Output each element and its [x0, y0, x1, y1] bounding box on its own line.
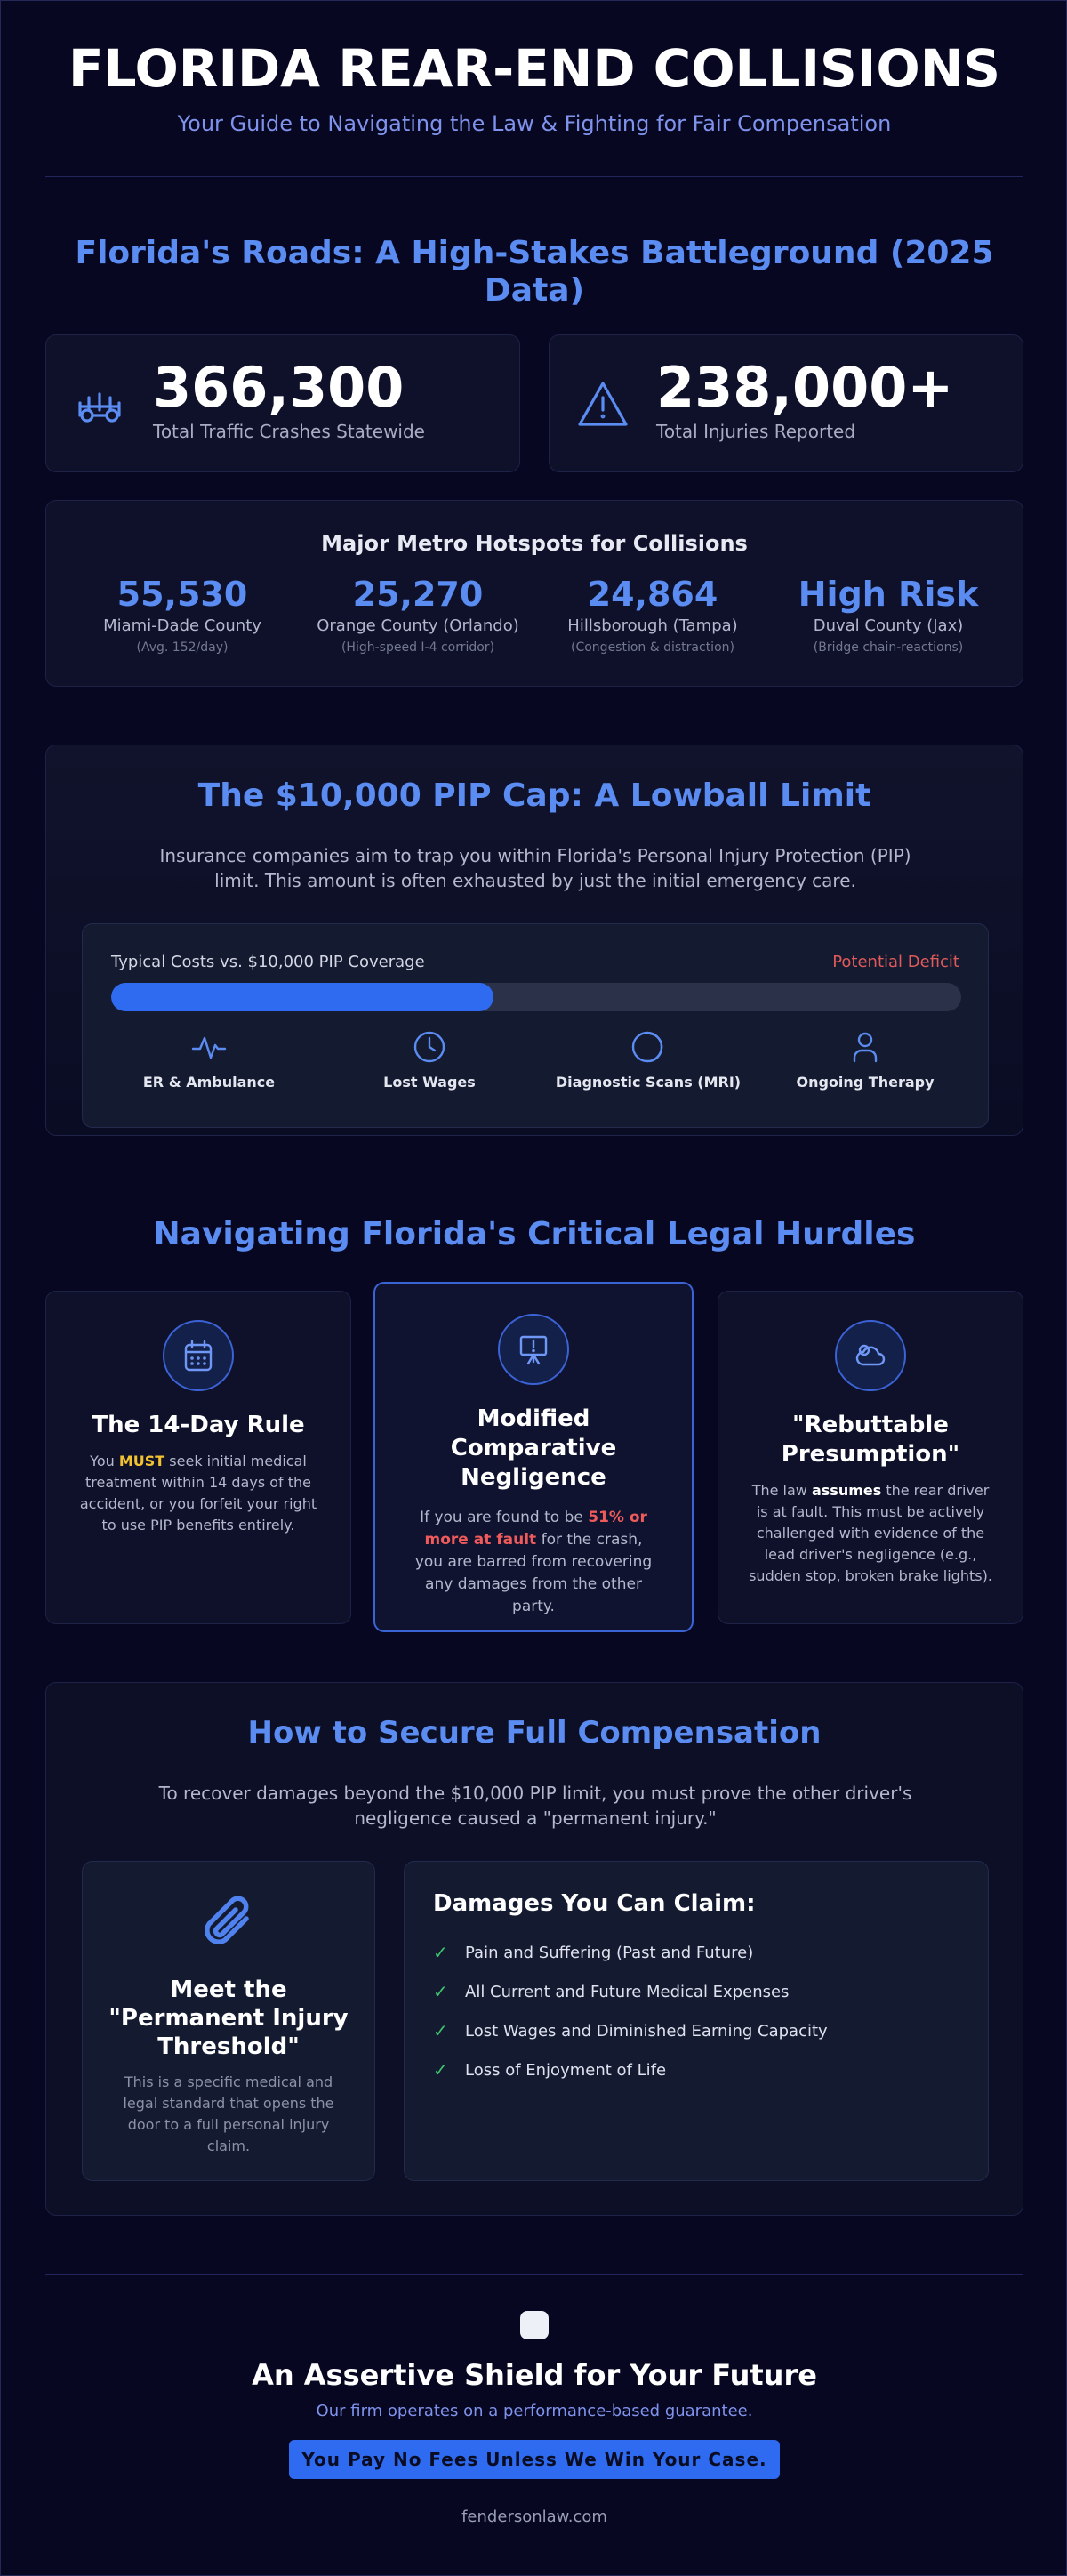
- stat-card-injuries: [549, 334, 1023, 472]
- metro-item: [542, 574, 764, 655]
- presentation-alert-icon: [498, 1314, 569, 1385]
- metro-name: Duval County (Jax): [813, 616, 964, 635]
- calendar-icon: [163, 1320, 234, 1391]
- hurdle-text: If you are found to be 51% or more at fault for the crash, you are barred from recovering any damages from the other party.: [414, 1509, 653, 1615]
- compensation-section: [45, 1682, 1023, 2216]
- metro-hotspots-card: [45, 500, 1023, 687]
- scan-icon: [630, 1029, 666, 1065]
- hurdle-card-presumption: [718, 1291, 1023, 1624]
- cost-label: Ongoing Therapy: [796, 1074, 935, 1091]
- cost-item: [323, 1029, 536, 1091]
- website-link[interactable]: fendersonlaw.com: [461, 2508, 607, 2526]
- bar-label: Typical Costs vs. $10,000 PIP Coverage: [111, 953, 425, 971]
- no-fee-cta-button[interactable]: You Pay No Fees Unless We Win Your Case.: [289, 2440, 780, 2479]
- metro-value: 55,530: [116, 575, 248, 614]
- metro-note: (Avg. 152/day): [136, 640, 229, 655]
- hurdle-card-14-day: [45, 1291, 351, 1624]
- clock-icon: [412, 1029, 447, 1065]
- car-crash-icon: [73, 378, 126, 431]
- metro-item: [777, 574, 999, 655]
- stat-card-crashes: [45, 334, 520, 472]
- damages-card: [404, 1861, 989, 2181]
- check-icon: ✓: [433, 2059, 448, 2081]
- cost-label: Diagnostic Scans (MRI): [555, 1074, 742, 1091]
- warning-triangle-icon: [576, 378, 630, 431]
- page-subtitle: Your Guide to Navigating the Law & Fighting for Fair Compensation: [177, 111, 892, 136]
- divider: [45, 2274, 1023, 2275]
- cloud-icon: [835, 1320, 906, 1391]
- metro-note: (Congestion & distraction): [571, 640, 734, 655]
- metro-name: Miami-Dade County: [103, 616, 261, 635]
- cost-item: [758, 1029, 972, 1091]
- metro-title: Major Metro Hotspots for Collisions: [321, 531, 748, 556]
- metro-name: Orange County (Orlando): [317, 616, 519, 635]
- stats-section-title: Florida's Roads: A High-Stakes Battleground (2025 Data): [75, 235, 994, 309]
- check-icon: ✓: [433, 2020, 448, 2041]
- coverage-bar: [111, 983, 961, 1011]
- stat-label: Total Injuries Reported: [656, 421, 856, 442]
- metro-value: 24,864: [587, 575, 718, 614]
- pip-cost-card: [82, 923, 989, 1128]
- compensation-description: To recover damages beyond the $10,000 PIP limit, you must prove the other driver's negligence caused a "permanent injury.": [158, 1783, 912, 1829]
- paperclip-icon: [193, 1888, 264, 1960]
- damage-item: ✓ Loss of Enjoyment of Life: [433, 2059, 667, 2081]
- metro-item: [307, 574, 529, 655]
- stat-label: Total Traffic Crashes Statewide: [153, 421, 425, 442]
- pip-description: Insurance companies aim to trap you within Florida's Personal Injury Protection (PIP) limit. This amount is often exhausted by just the initial emergency care.: [159, 845, 911, 891]
- hurdles-section-title: Navigating Florida's Critical Legal Hurdles: [153, 1216, 916, 1252]
- footer-subtitle: Our firm operates on a performance-based guarantee.: [316, 2402, 753, 2420]
- pip-section: [45, 745, 1023, 1136]
- hurdle-title: "Rebuttable Presumption": [781, 1412, 960, 1468]
- damages-title: Damages You Can Claim:: [433, 1890, 756, 1917]
- metro-note: (Bridge chain-reactions): [813, 640, 964, 655]
- threshold-text: This is a specific medical and legal standard that opens the door to a full personal injury claim.: [123, 2073, 334, 2154]
- metro-name: Hillsborough (Tampa): [567, 616, 738, 635]
- check-icon: ✓: [433, 1981, 448, 2002]
- hurdle-text: The law assumes the rear driver is at fault. This must be actively challenged with evidence of the lead driver's negligence (e.g., sudden stop, broken brake lights).: [749, 1482, 992, 1584]
- hurdle-card-negligence: [373, 1282, 694, 1632]
- cost-item: [542, 1029, 755, 1091]
- stat-value: 366,300: [153, 355, 405, 420]
- hurdle-text: You MUST seek initial medical treatment within 14 days of the accident, or you forfeit your right to use PIP benefits entirely.: [79, 1453, 317, 1534]
- hurdle-title: The 14-Day Rule: [92, 1412, 305, 1438]
- stat-value: 238,000+: [656, 355, 954, 420]
- hurdle-title: Modified Comparative Negligence: [450, 1405, 617, 1491]
- metro-value: 25,270: [352, 575, 484, 614]
- metro-value: High Risk: [798, 575, 979, 614]
- page-title: FLORIDA REAR-END COLLISIONS: [68, 38, 1001, 99]
- damage-item: ✓ Lost Wages and Diminished Earning Capacity: [433, 2020, 828, 2041]
- metro-note: (High-speed I-4 corridor): [341, 640, 495, 655]
- damages-list: [433, 1933, 828, 2089]
- cost-label: ER & Ambulance: [142, 1074, 276, 1091]
- divider: [45, 176, 1023, 177]
- coverage-bar-fill: [111, 983, 493, 1011]
- damage-item: ✓ All Current and Future Medical Expenses: [433, 1981, 790, 2002]
- cost-label: Lost Wages: [383, 1074, 476, 1091]
- threshold-title: Meet the "Permanent Injury Threshold": [108, 1976, 349, 2060]
- pulse-icon: [191, 1029, 227, 1065]
- pip-title: The $10,000 PIP Cap: A Lowball Limit: [197, 777, 871, 814]
- footer-title: An Assertive Shield for Your Future: [252, 2358, 817, 2392]
- threshold-card: [82, 1861, 375, 2181]
- person-icon: [847, 1029, 883, 1065]
- deficit-label: Potential Deficit: [832, 953, 959, 971]
- metro-item: [71, 574, 293, 655]
- check-icon: ✓: [433, 1942, 448, 1963]
- shield-icon: [520, 2311, 549, 2339]
- damage-item: ✓ Pain and Suffering (Past and Future): [433, 1942, 754, 1963]
- compensation-title: How to Secure Full Compensation: [247, 1715, 822, 1751]
- cost-item: [102, 1029, 316, 1091]
